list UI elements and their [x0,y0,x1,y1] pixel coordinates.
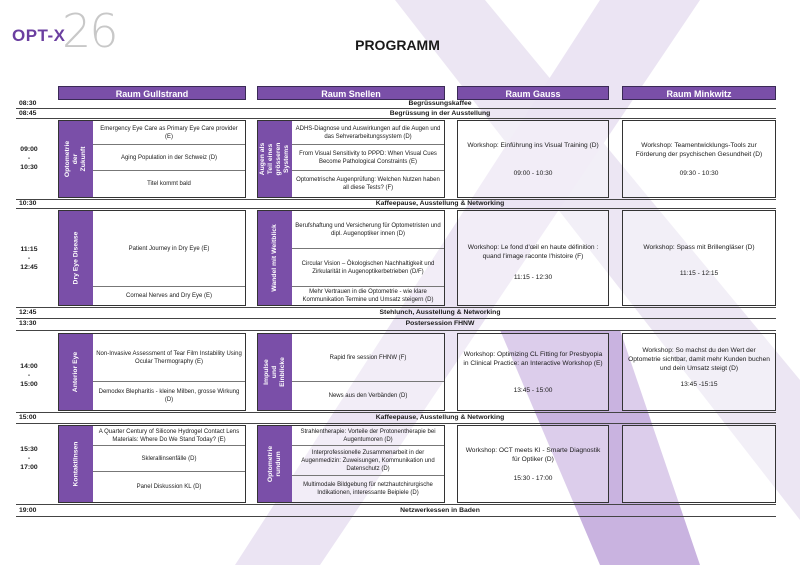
session-label: Dry Eye Disease [72,231,79,285]
talk-item: Sklerallinsenfälle (D) [93,446,245,472]
talk-item: Mehr Vertrauen in die Optometrie - wie klare Kommunikation Termine und Umsatz steigern (D) [302,289,434,303]
band-welcome-coffee: Begrüssungskaffee [408,100,472,107]
session-label: Wandel mit Weitblick [271,224,279,292]
time-end: 17:00 [20,464,38,471]
workshop-block-gauss-3 [457,333,609,411]
session-block-snellen-2 [257,210,445,306]
session-label: Impulse und Einblicke [263,357,286,387]
time-label: 10:30 [19,200,37,207]
talk-item: News aus den Verbänden (D) [328,393,408,399]
time-label: 08:30 [19,100,37,107]
band-welcome: Begrüssung in der Ausstellung [389,110,491,117]
session-block-snellen-4 [257,425,445,503]
talk-item: Emergency Eye Care as Primary Eye Care provider (E) [93,121,245,145]
room-header-gullstrand: Raum Gullstrand [58,86,246,100]
workshop-time: 09:00 - 10:30 [513,170,553,177]
workshop-title: Workshop: So machst du den Wert der Optometrie sichtbar, damit mehr Kunden buchen und dein Umsatz steigt (D) [628,347,770,372]
workshop-block-minkwitz-3 [622,333,776,411]
workshop-block-gauss-1 [457,120,609,198]
divider-line [16,412,776,413]
talk-item: Multimodale Bildgebung für netzhautchirurgische Indikationen, interessante Beipiele (D) [303,482,433,496]
session-label: Kontaktlinsen [72,441,80,487]
talk-item: Strahlentherapie: Vorteile der Protonentherapie bei Augentumoren (D) [292,426,444,446]
time-end: 10:30 [20,164,38,171]
workshop-block-gauss-2 [457,210,609,306]
talk-item: Panel Diskussion KL (D) [136,484,202,490]
talk-item: From Visual Sensitivity to PPPD: When Visual Cues Become Pathological Constraints (E) [292,145,444,171]
workshop-time: 13:45 -15:15 [680,381,718,388]
empty-block-minkwitz-4 [622,425,776,503]
workshop-title: Workshop: Le fond d'œil en haute définition : quand l'image raconte l'histoire (F) [467,244,599,260]
session-time-range [14,362,44,389]
session-time-range [14,245,44,272]
session-time-range [14,145,44,172]
session-block-gullstrand-3 [58,333,246,411]
session-label-bar [258,211,292,305]
session-label: Augen als Teil eines grösseren Systems [259,142,290,176]
workshop-title: Workshop: Teamentwicklungs-Tools zur Förderung der psychischen Gesundheit (D) [635,142,763,158]
time-dash: - [27,372,31,379]
band-coffee-break-2: Kaffeepause, Ausstellung & Networking [375,414,505,421]
talk-item: Interprofessionelle Zusammenarbeit in der Augenmedizin: Zuweisungen, Kommunikation und Datenschutz (D) [292,446,444,476]
session-label: Anterior Eye [72,351,80,393]
session-block-snellen-3 [257,333,445,411]
session-block-snellen-1 [257,120,445,198]
talk-item: Non-Invasive Assessment of Tear Film Instability Using Ocular Thermography (E) [93,334,245,382]
band-poster-session: Postersession FHNW [405,320,475,327]
session-label-bar [59,334,93,410]
talk-item: Corneal Nerves and Dry Eye (E) [125,293,213,299]
session-label-bar [258,426,292,502]
room-header-snellen: Raum Snellen [257,86,445,100]
time-label: 19:00 [19,507,37,514]
logo-number: 26 [62,4,117,58]
talk-item: Rapid fire session FHNW (F) [292,334,444,382]
divider-line [16,307,776,308]
room-header-gauss: Raum Gauss [457,86,609,100]
session-block-gullstrand-4 [58,425,246,503]
time-dash: - [27,155,31,162]
workshop-block-minkwitz-2 [622,210,776,306]
talk-item: Demodex Blepharitis - kleine Milben, grosse Wirkung (D) [98,389,240,403]
time-label: 13:30 [19,320,37,327]
workshop-title: Workshop: Spass mit Brillengläser (D) [643,244,755,251]
session-label-bar [59,121,93,197]
session-block-gullstrand-1 [58,120,246,198]
page-title: PROGRAMM [355,37,440,53]
room-header-minkwitz: Raum Minkwitz [622,86,776,100]
workshop-title: Workshop: Optimizing CL Fitting for Presbyopia in Clinical Practice: an Interactive Workshop (E) [463,351,603,367]
talk-item: Optometrische Augenprüfung: Welchen Nutzen haben all diese Tests? (F) [296,177,440,191]
band-coffee-break: Kaffeepause, Ausstellung & Networking [375,200,505,207]
session-label: Optometrie der Zukunft [64,140,88,178]
talk-item: ADHS-Diagnose und Auswirkungen auf die Augen und das Sehverarbeitungssystem (D) [292,121,444,145]
talk-item: Aging Population in der Schweiz (D) [93,145,245,171]
time-start: 14:00 [20,363,38,370]
time-label: 12:45 [19,309,37,316]
time-start: 09:00 [20,146,38,153]
divider-line [16,504,776,505]
workshop-title: Workshop: OCT meets KI - Smarte Diagnostik für Optiker (D) [465,447,601,463]
divider-line [16,423,776,424]
workshop-title: Workshop: Einführung ins Visual Training (D) [467,142,599,149]
talk-item: Patient Journey in Dry Eye (E) [93,211,245,287]
workshop-time: 15:30 - 17:00 [513,475,553,482]
workshop-time: 11:15 - 12:15 [679,270,719,277]
time-label: 08:45 [19,110,37,117]
session-label-bar [258,121,292,197]
session-block-gullstrand-2 [58,210,246,306]
logo-text: OPT-X [12,26,66,45]
session-label-bar [59,211,93,305]
divider-line [16,330,776,331]
time-dash: - [27,455,31,462]
time-label: 15:00 [19,414,37,421]
workshop-block-gauss-4 [457,425,609,503]
time-dash: - [27,255,31,262]
talk-item: Circular Vision – Ökologischen Nachhaltigkeit und Zirkularität in Augenoptikerbetrieben (D/F) [292,249,444,287]
session-label: Optometrie rundum [267,445,283,483]
time-end: 15:00 [20,381,38,388]
workshop-time: 13:45 - 15:00 [513,387,553,394]
talk-item: Titel kommt bald [147,181,191,187]
time-end: 12:45 [20,264,38,271]
talk-item: Berufshaftung und Versicherung für Optometristen und dipl. Augenoptiker innen (D) [292,211,444,249]
time-start: 15:30 [20,446,38,453]
divider-line [16,118,776,119]
divider-line [16,516,776,517]
session-time-range [14,445,44,472]
workshop-block-minkwitz-1 [622,120,776,198]
workshop-time: 09:30 - 10:30 [679,170,719,177]
band-networking-dinner: Netzwerkessen in Baden [400,507,480,514]
divider-line [16,208,776,209]
time-start: 11:15 [20,246,38,253]
divider-line [16,318,776,319]
workshop-time: 11:15 - 12:30 [513,274,553,281]
session-label-bar [59,426,93,502]
band-lunch: Stehlunch, Ausstellung & Networking [379,309,501,316]
session-label-bar [258,334,292,410]
divider-line [16,108,776,109]
talk-item: A Quarter Century of Silicone Hydrogel Contact Lens Materials: Where Do We Stand Today? (E) [93,426,245,446]
